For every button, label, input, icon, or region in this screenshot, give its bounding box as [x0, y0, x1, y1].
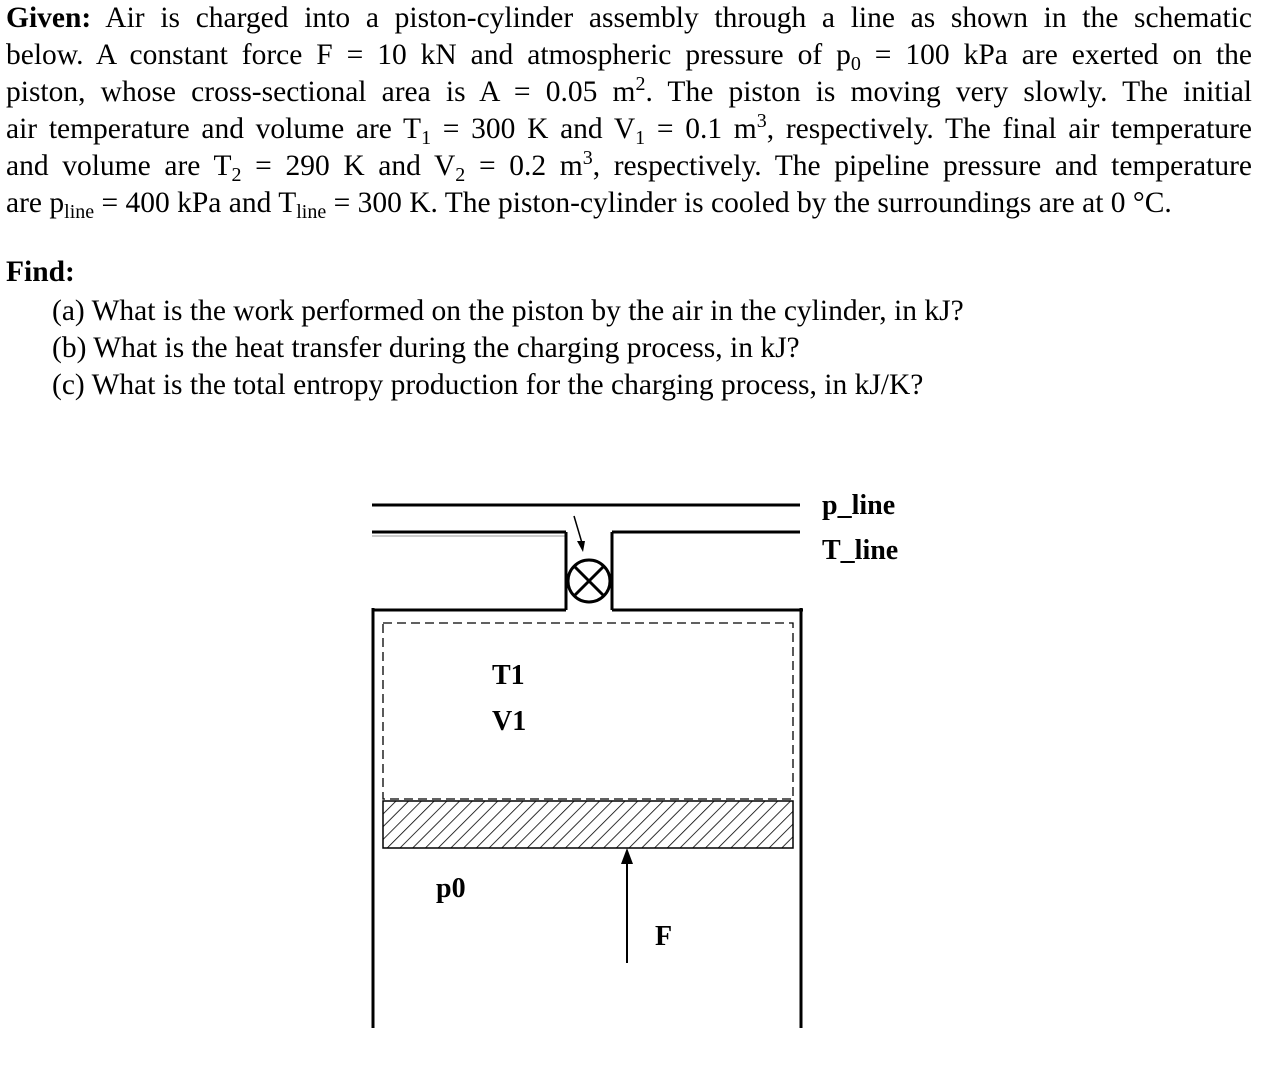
given-line-6-text-a: are p — [6, 187, 65, 219]
given-line-5-text-c: = 0.2 m — [465, 150, 583, 182]
question-b: (b) What is the heat transfer during the charging process, in kJ? — [52, 332, 800, 364]
flow-arrow-head — [577, 541, 585, 552]
given-line-4-text-c: = 0.1 m — [645, 113, 757, 145]
given-line-6-sub-2: line — [296, 201, 327, 223]
given-line-1-text: Air is charged into a piston-cylinder assembly through a line as shown in the schematic — [91, 2, 1252, 34]
given-line-4-text-b: = 300 K and V — [431, 113, 636, 145]
force-arrow-head — [621, 848, 633, 864]
given-line-5-sub-1: 2 — [231, 164, 242, 186]
given-line-6-text-b: = 400 kPa and T — [94, 187, 297, 219]
given-line-2-text-a: below. A constant force F = 10 kN and atmospheric pressure of p — [6, 39, 851, 71]
given-line-4-text-a: air temperature and volume are T — [6, 113, 422, 145]
flow-arrow — [574, 516, 582, 543]
given-line-4-text-d: , respectively. The final air temperature — [766, 113, 1252, 145]
label-v1: V1 — [492, 706, 527, 737]
given-label: Given: — [6, 2, 92, 34]
control-volume-boundary — [383, 623, 793, 799]
question-c: (c) What is the total entropy production for the charging process, in kJ/K? — [52, 369, 924, 401]
question-a: (a) What is the work performed on the piston by the air in the cylinder, in kJ? — [52, 295, 964, 327]
given-line-6-text-c: = 300 K. The piston-cylinder is cooled by the surroundings are at 0 °C. — [326, 187, 1172, 219]
given-line-4-sub-2: 1 — [635, 127, 646, 149]
label-force: F — [655, 921, 673, 952]
piston — [383, 801, 793, 848]
given-line-2-sub: 0 — [850, 53, 861, 75]
given-line-4-sub-1: 1 — [421, 127, 432, 149]
label-p0: p0 — [436, 873, 466, 904]
find-heading: Find: — [6, 256, 75, 288]
given-line-5-text-b: = 290 K and V — [241, 150, 456, 182]
label-t-line: T_line — [822, 535, 899, 566]
given-line-6-sub-1: line — [64, 201, 95, 223]
label-p-line: p_line — [822, 490, 896, 521]
given-line-2-text-b: = 100 kPa are exerted on the — [860, 39, 1252, 71]
given-line-5-text-a: and volume are T — [6, 150, 232, 182]
given-line-3-text-b: . The piston is moving very slowly. The initial — [645, 76, 1253, 108]
valve-icon — [568, 560, 610, 602]
label-t1: T1 — [492, 660, 525, 691]
given-line-3-sup: 2 — [635, 73, 646, 95]
given-line-5-sub-2: 2 — [455, 164, 466, 186]
given-line-5-text-d: , respectively. The pipeline pressure and temperature — [592, 150, 1252, 182]
given-line-5-sup: 3 — [582, 147, 593, 169]
given-line-3-text-a: piston, whose cross-sectional area is A = 0.05 m — [6, 76, 636, 108]
given-line-4-sup: 3 — [756, 110, 767, 132]
